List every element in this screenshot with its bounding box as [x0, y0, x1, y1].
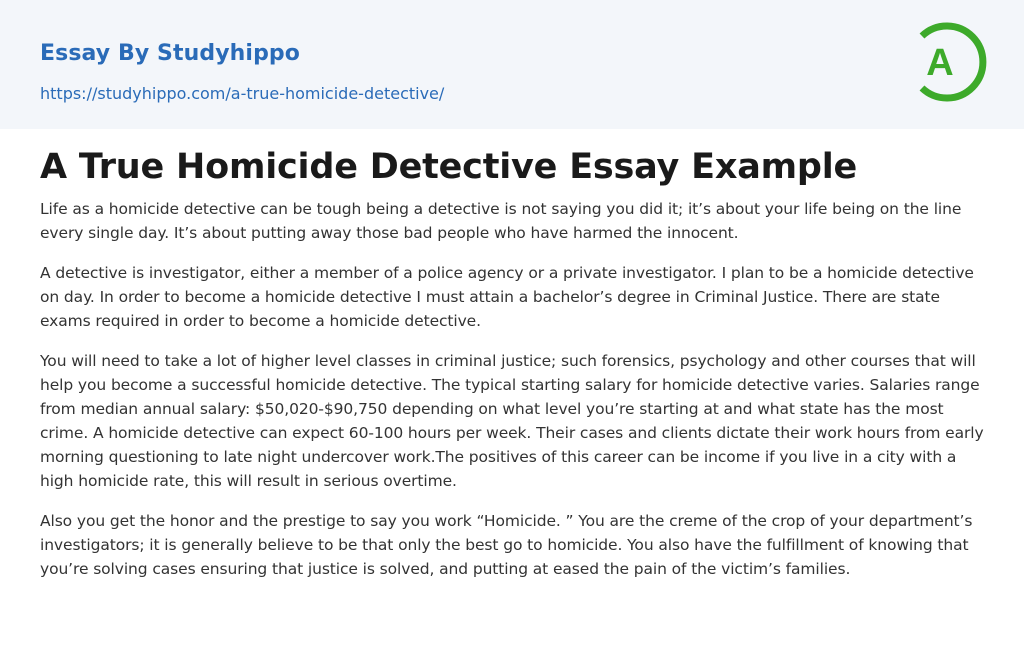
paragraph-4: Also you get the honor and the prestige to say you work “Homicide. ” You are the creme of the crop of your department’s investigators; it is generally believe to be that only the best go to homicide. You also have the fulfillment of knowing that you’re solving cases ensuring that justice is solved, and putting at eased the pain of the victim’s families.	[40, 512, 973, 579]
paragraph-2: A detective is investigator, either a member of a police agency or a private investigator. I plan to be a homicide detective on day. In order to become a homicide detective I must attain a bachelor’s degree in Criminal Justice. There are state exams required in order to become a homicide detective.	[40, 264, 974, 331]
paragraph-3: You will need to take a lot of higher level classes in criminal justice; such forensics, psychology and other courses that will help you become a successful homicide detective. The typical starting salary for homicide detective varies. Salaries range from median annual salary: $50,020-$90,750 depending on what level you’re starting at and what state has the most crime. A homicide detective can expect 60-100 hours per week. Their cases and clients dictate their work hours from early morning questioning to late night undercover work.The positives of this career can be income if you live in a city with a high homicide rate, this will result in serious overtime.	[40, 352, 984, 491]
logo-icon	[912, 18, 988, 106]
paragraph-1: Life as a homicide detective can be tough being a detective is not saying you did it; it’s about your life being on the line every single day. It’s about putting away those bad people who have harmed the innocent.	[40, 200, 962, 243]
article-body	[0, 129, 1024, 581]
article-title: A True Homicide Detective Essay Example	[40, 147, 858, 187]
site-brand[interactable]: Essay By Studyhippo	[40, 41, 300, 66]
page-header	[0, 0, 1024, 129]
logo-letter: A	[926, 42, 954, 84]
source-url-link[interactable]: https://studyhippo.com/a-true-homicide-detective/	[40, 84, 445, 103]
studyhippo-logo[interactable]	[912, 18, 988, 106]
